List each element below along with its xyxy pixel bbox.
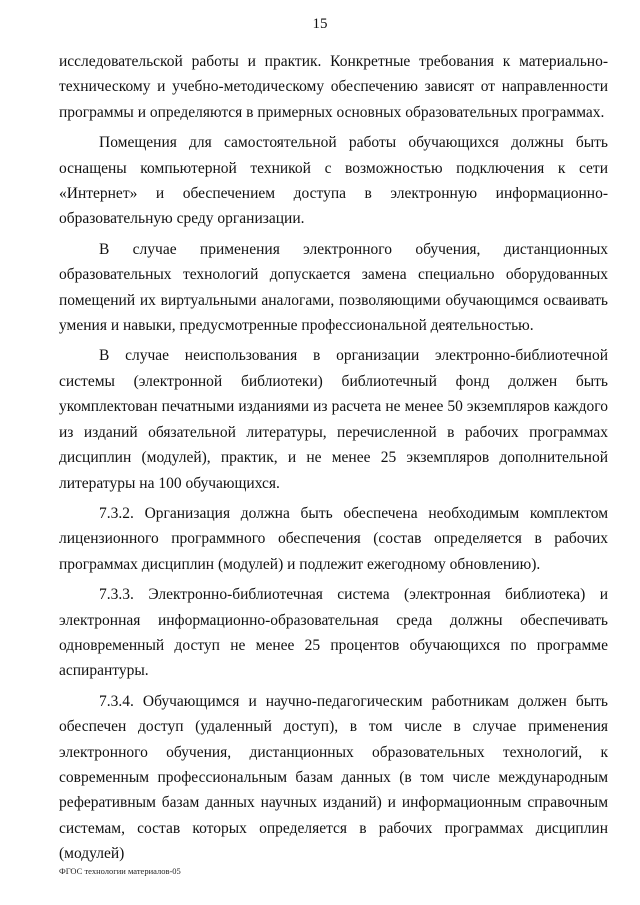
- document-body: [59, 49, 608, 872]
- paragraph-e-learning: В случае применения электронного обучения, дистанционных образовательных технологий допускается замена специально оборудованных помещений их виртуальными аналогами, позволяющими обучающимся осваивать умения и навыки, предусмотренные профессиональной деятельностью.: [59, 240, 608, 335]
- paragraph-7-3-2: 7.3.2. Организация должна быть обеспечена необходимым комплектом лицензионного программного обеспечения (состав определяется в рабочих программах дисциплин (модулей) и подлежит ежегодному обновлению).: [59, 504, 608, 573]
- paragraph-7-3-4: 7.3.4. Обучающимся и научно-педагогическим работникам должен быть обеспечен доступ (удаленный доступ), в том числе в случае применения электронного обучения, дистанционных образовательных технологий, к современным профессиональным базам данных (в том числе международным реферативным базам данных научных изданий) и информационным справочным системам, состав которых определяется в рабочих программах дисциплин (модулей): [59, 692, 608, 863]
- footer-document-id: ФГОС технологии материалов-05: [59, 866, 181, 876]
- paragraph-library-fund: В случае неиспользования в организации электронно-библиотечной системы (электронной библиотеки) библиотечный фонд должен быть укомплектован печатными изданиями из расчета не менее 50 экземпляров каждого из изданий обязательной литературы, перечисленной в рабочих программах дисциплин (модулей), практик, и не менее 25 экземпляров дополнительной литературы на 100 обучающихся.: [59, 347, 608, 492]
- paragraph-7-3-3: 7.3.3. Электронно-библиотечная система (электронная библиотека) и электронная информационно-образовательная среда должны обеспечивать одновременный доступ не менее 25 процентов обучающихся по программе аспирантуры.: [59, 586, 608, 680]
- page-number: 15: [312, 16, 328, 32]
- paragraph-premises: Помещения для самостоятельной работы обучающихся должны быть оснащены компьютерной техникой с возможностью подключения к сети «Интернет» и обеспечением доступа в электронную информационно-образовательную среду организации.: [59, 134, 608, 228]
- paragraph-continuation: исследовательской работы и практик. Конкретные требования к материально-техническому и учебно-методическому обеспечению зависят от направленности программы и определяются в примерных основных образовательных программах.: [59, 53, 608, 121]
